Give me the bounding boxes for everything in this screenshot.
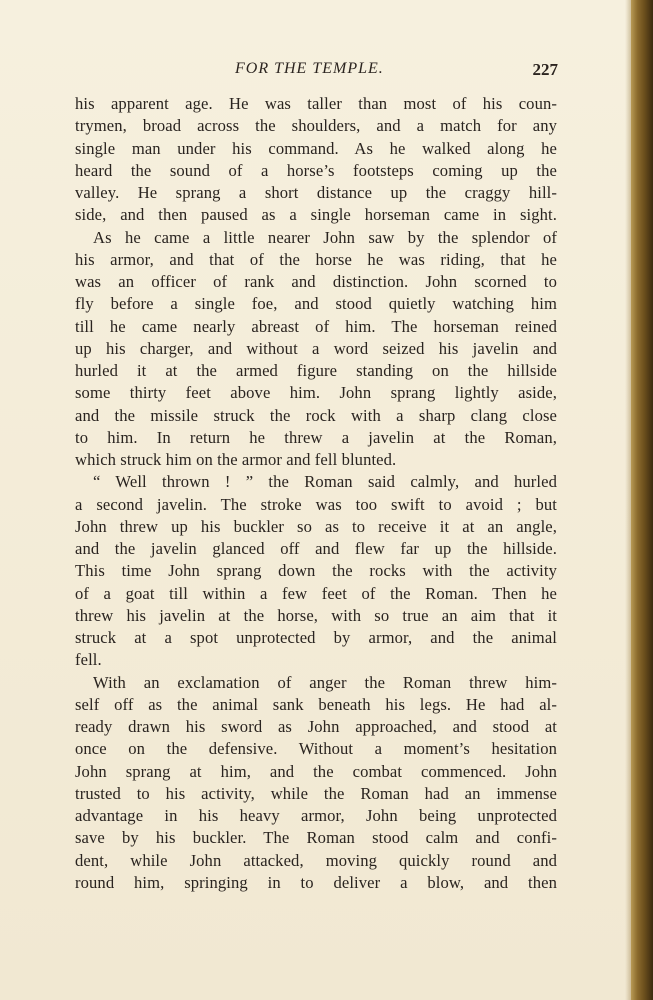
text-line: This time John sprang down the rocks with the activity (75, 561, 557, 581)
text-line: his armor, and that of the horse he was riding, that he (75, 249, 557, 269)
text-line: and the missile struck the rock with a sharp clang close (75, 405, 557, 425)
text-line: John sprang at him, and the combat commenced. John (75, 761, 557, 781)
text-line: struck at a spot unprotected by armor, and the animal (75, 628, 557, 647)
text-line: hurled it at the armed figure standing on the hillside (75, 361, 557, 380)
text-line: and the javelin glanced off and flew far up the hillside. (75, 539, 557, 558)
text-line: trusted to his activity, while the Roman had an immense (75, 783, 557, 803)
text-line: valley. He sprang a short distance up the craggy hill- (75, 183, 557, 202)
text-line: was an officer of rank and distinction. John scorned to (75, 272, 557, 291)
text-line: his apparent age. He was taller than most of his coun- (75, 94, 557, 113)
text-line: With an exclamation of anger the Roman threw him- (93, 672, 557, 692)
text-line: which struck him on the armor and fell blunted. (75, 450, 397, 469)
page-number: 227 (532, 60, 558, 79)
text-line: trymen, broad across the shoulders, and a match for any (75, 116, 557, 136)
text-line: As he came a little nearer John saw by the splendor of (93, 227, 557, 247)
book-spine-edge (631, 0, 653, 1000)
text-line: round him, springing in to deliver a blow, and then (75, 872, 557, 892)
text-line: advantage in his heavy armor, John being unprotected (75, 806, 557, 825)
text-line: save by his buckler. The Roman stood calm and confi- (75, 828, 557, 848)
text-line: to him. In return he threw a javelin at the Roman, (75, 427, 557, 447)
text-line: of a goat till within a few feet of the Roman. Then he (75, 583, 557, 603)
text-line: threw his javelin at the horse, with so true an aim that it (75, 605, 557, 625)
text-line: dent, while John attacked, moving quickly round and (75, 850, 557, 870)
text-line: side, and then paused as a single horseman came in sight. (75, 205, 557, 225)
text-line: heard the sound of a horse’s footsteps coming up the (75, 160, 557, 180)
text-line: once on the defensive. Without a moment’s hesitation (75, 739, 557, 759)
text-line: single man under his command. As he walked along he (75, 138, 557, 158)
running-head (75, 60, 558, 86)
text-line: till he came nearly abreast of him. The horseman reined (75, 316, 557, 336)
body-text (75, 93, 557, 894)
text-line: fly before a single foe, and stood quietly watching him (75, 294, 557, 314)
text-line: ready drawn his sword as John approached, and stood at (75, 717, 557, 736)
running-title: FOR THE TEMPLE. (235, 60, 384, 77)
text-line: self off as the animal sank beneath his legs. He had al- (75, 694, 557, 714)
text-line: “ Well thrown ! ” the Roman said calmly, and hurled (93, 472, 557, 492)
text-line: John threw up his buckler so as to receive it at an angle, (75, 516, 557, 536)
text-line: fell. (75, 650, 102, 670)
text-line: a second javelin. The stroke was too swift to avoid ; but (75, 494, 557, 514)
text-line: some thirty feet above him. John sprang lightly aside, (75, 383, 557, 403)
text-line: up his charger, and without a word seized his javelin and (75, 338, 557, 358)
